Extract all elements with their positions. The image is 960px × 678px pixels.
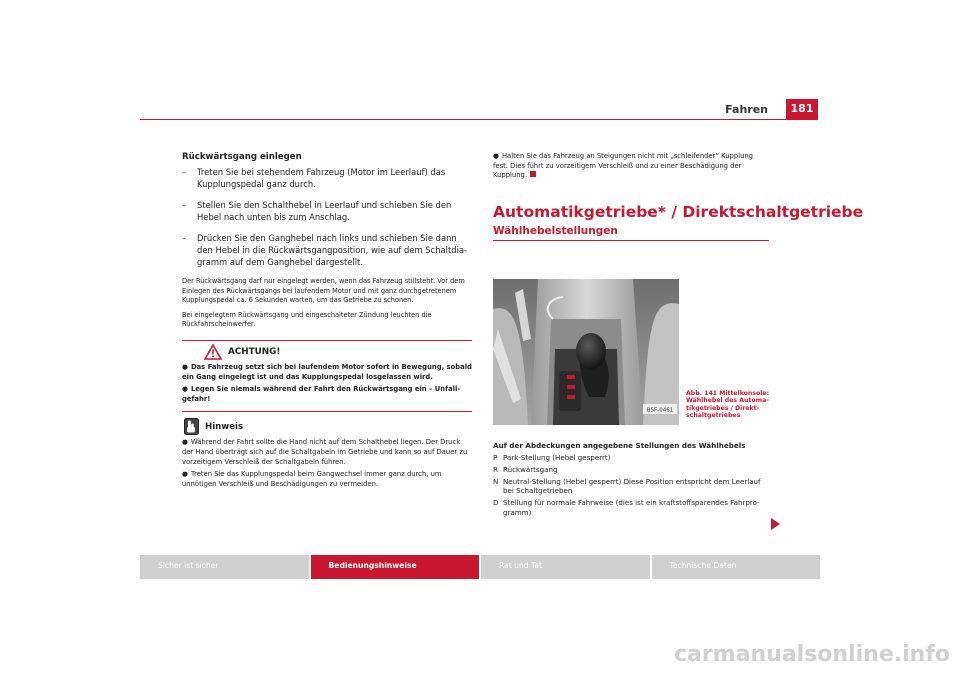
clutch-bullet: ● Halten Sie das Fahrzeug an Steigungen nicht mit „schleifender“ Kupplung fest. Dies führt zu vorzeitigem Verschleiß und zu einer Beschädigung der Kupplung. [493, 152, 754, 180]
note-bullet: ● Während der Fahrt sollte die Hand nicht auf dem Schalthebel liegen. Der Druck der Hand überträgt sich auf die Schaltgabeln im Getriebe und kann so auf Dauer zu vorzeitigem Verschleiß der Schaltgabeln führen. [182, 438, 468, 466]
note-title: Hinweis [205, 421, 244, 432]
positions-title: Auf der Abdeckungen angegebene Stellungen des Wählhebels [493, 441, 746, 450]
page-number: 181 [786, 99, 818, 119]
subheading-reverse-gear: Rückwärtsgang einlegen [182, 152, 302, 162]
tab-sicher-ist-sicher[interactable]: Sicher ist sicher [140, 555, 309, 579]
right-column [493, 152, 864, 241]
warning-bullet: ● Das Fahrzeug setzt sich bei laufendem Motor sofort in Bewegung, sobald ein Gang eingelegt ist und das Kupplungspedal losgelassen wird. [182, 362, 472, 381]
warning-box [182, 340, 472, 412]
body-paragraph: Der Rückwärtsgang darf nur eingelegt werden, wenn das Fahrzeug stillsteht. Vor dem Einlegen des Rückwärtsgangs bei laufendem Motor und mit ganz durchgetretenem Kupplungspedal ca. 6 Sekunden warten, um das Getriebe zu schonen. [182, 277, 465, 305]
main-heading: Automatikgetriebe* / Direktschaltgetriebe [493, 202, 864, 221]
position-item: D Stellung für normale Fahrweise (dies ist ein kraftstoffsparendes Fahrpro-gramm) [493, 498, 760, 517]
warning-triangle-icon [204, 344, 222, 360]
figure-gear-selector [493, 279, 679, 425]
instruction-step: – Drücken Sie den Ganghebel nach links und schieben Sie dann den Hebel in die Rückwärtsgangposition, wie auf dem Schaltdia-gramm auf dem Ganghebel dargestellt. [182, 233, 468, 267]
tab-rat-und-tat[interactable]: Rat und Tat [481, 555, 650, 579]
figure-caption: Abb. 141 Mittelkonsole: Wählhebel des Automa-tikgetriebes / Direkt-schaltgetriebes [686, 390, 770, 420]
page-header-title: Fahren [725, 103, 768, 116]
left-column [182, 152, 472, 492]
position-item: N Neutral-Stellung (Hebel gesperrt) Diese Position entspricht dem Leerlauf bei Schaltgetrieben [493, 476, 761, 496]
note-hand-icon [184, 418, 199, 435]
tab-technische-daten[interactable]: Technische Daten [652, 555, 821, 579]
note-bullet: ● Treten Sie das Kupplungspedal beim Gangwechsel immer ganz durch, um unnötigen Verschleiß und Beschädigungen zu vermeiden. [182, 470, 442, 488]
warning-bullet: ● Legen Sie niemals während der Fahrt den Rückwärtsgang ein – Unfall-gefahr! [182, 385, 461, 403]
footer-tabs [140, 555, 820, 579]
position-item: R Rückwärtsgang [493, 464, 558, 474]
next-page-arrow-icon[interactable] [771, 518, 780, 530]
instruction-step: – Stellen Sie den Schalthebel in Leerlauf und schieben Sie den Hebel nach unten bis zum Anschlag. [182, 200, 452, 222]
warning-title: ACHTUNG! [228, 346, 281, 357]
watermark-text: carmanualsonline.info [674, 642, 950, 667]
gear-selector-illustration [493, 279, 679, 425]
section-end-marker [530, 171, 536, 177]
figure-code: B5F-0461 [646, 407, 674, 414]
header-rule [140, 119, 818, 120]
selector-positions [493, 441, 769, 520]
body-paragraph: Bei eingelegtem Rückwärtsgang und eingeschalteter Zündung leuchten die Rückfahrscheinwerfer. [182, 310, 432, 329]
tab-bedienungshinweise[interactable]: Bedienungshinweise [311, 555, 480, 579]
position-item: P Park-Stellung (Hebel gesperrt) [493, 453, 611, 462]
section-heading: Wählhebelstellungen [493, 225, 769, 241]
instruction-step: – Treten Sie bei stehendem Fahrzeug (Motor im Leerlauf) das Kupplungspedal ganz durch. [182, 167, 446, 189]
